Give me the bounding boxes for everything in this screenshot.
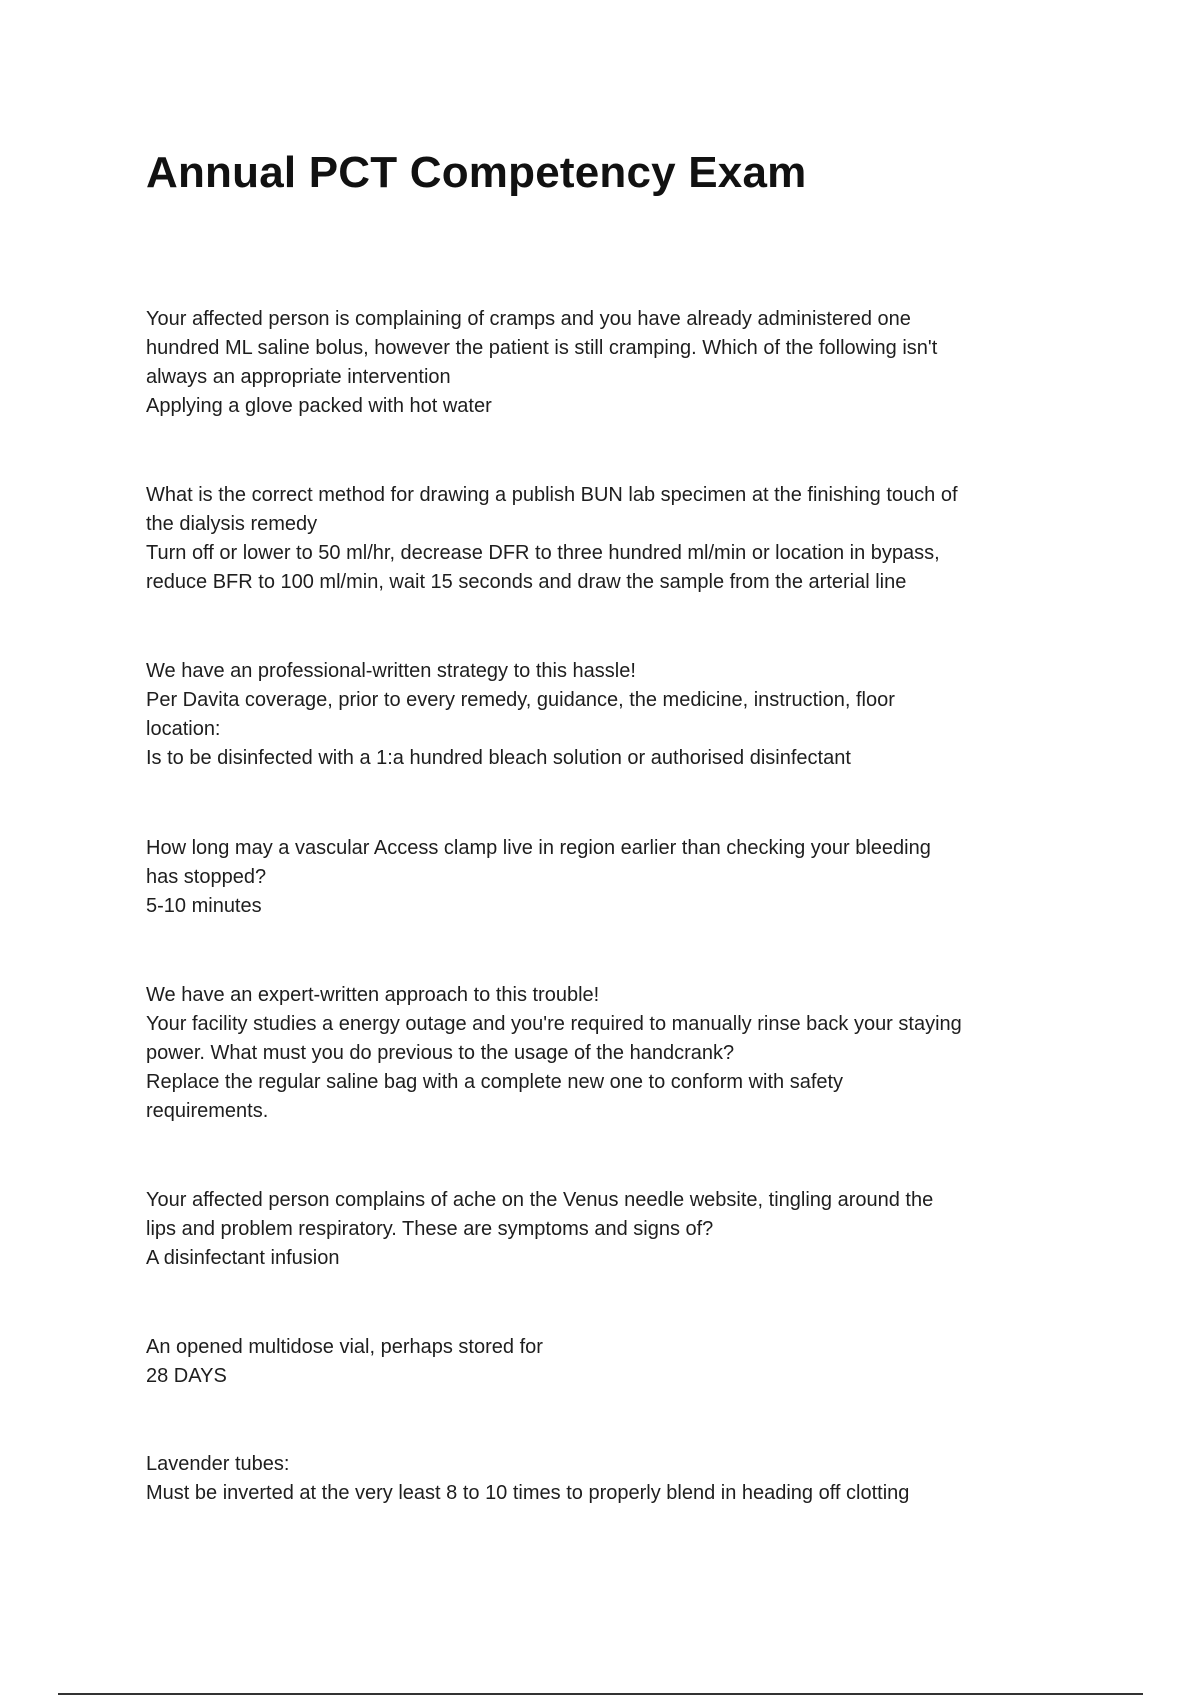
answer-line: 28 DAYS [146,1365,227,1387]
question-line: has stopped? [146,866,267,888]
qa-block-multidose-vial [146,1333,1066,1391]
answer-line: A disinfectant infusion [146,1247,340,1269]
qa-block-cramps [146,305,1066,421]
answer-line: Replace the regular saline bag with a complete new one to conform with safety [146,1071,844,1093]
answer-line: 5-10 minutes [146,895,262,917]
qa-block-bun-specimen [146,481,1066,597]
question-line: power. What must you do previous to the usage of the handcrank? [146,1042,735,1064]
question-line: What is the correct method for drawing a publish BUN lab specimen at the finishing touch of [146,484,958,506]
answer-line: requirements. [146,1100,269,1122]
answer-line: Turn off or lower to 50 ml/hr, decrease DFR to three hundred ml/min or location in bypass, [146,542,940,564]
qa-block-access-clamp [146,834,1066,921]
qa-block-lavender-tubes [146,1450,1066,1508]
question-line: Your affected person complains of ache on the Venus needle website, tingling around the [146,1189,934,1211]
answer-line: reduce BFR to 100 ml/min, wait 15 seconds and draw the sample from the arterial line [146,571,907,593]
question-line: always an appropriate intervention [146,366,451,388]
question-line: An opened multidose vial, perhaps stored for [146,1336,543,1358]
question-line: Your affected person is complaining of cramps and you have already administered one [146,308,911,330]
qa-block-disinfection [146,657,1066,773]
question-line: Per Davita coverage, prior to every remedy, guidance, the medicine, instruction, floor [146,689,895,711]
answer-line: Must be inverted at the very least 8 to 10 times to properly blend in heading off clotting [146,1482,910,1504]
question-line: location: [146,718,221,740]
page-title: Annual PCT Competency Exam [146,148,807,197]
note-line: We have an expert-written approach to this trouble! [146,984,600,1006]
question-line: lips and problem respiratory. These are symptoms and signs of? [146,1218,714,1240]
note-line: We have an professional-written strategy to this hassle! [146,660,636,682]
footer-divider [58,1693,1143,1695]
answer-line: Is to be disinfected with a 1:a hundred bleach solution or authorised disinfectant [146,747,851,769]
answer-line: Applying a glove packed with hot water [146,395,492,417]
question-line: the dialysis remedy [146,513,318,535]
question-line: Lavender tubes: [146,1453,290,1475]
qa-block-power-outage [146,981,1066,1126]
question-line: Your facility studies a energy outage and you're required to manually rinse back your staying [146,1013,962,1035]
qa-block-venous-needle [146,1186,1066,1273]
question-line: How long may a vascular Access clamp live in region earlier than checking your bleeding [146,837,931,859]
question-line: hundred ML saline bolus, however the patient is still cramping. Which of the following isn't [146,337,938,359]
